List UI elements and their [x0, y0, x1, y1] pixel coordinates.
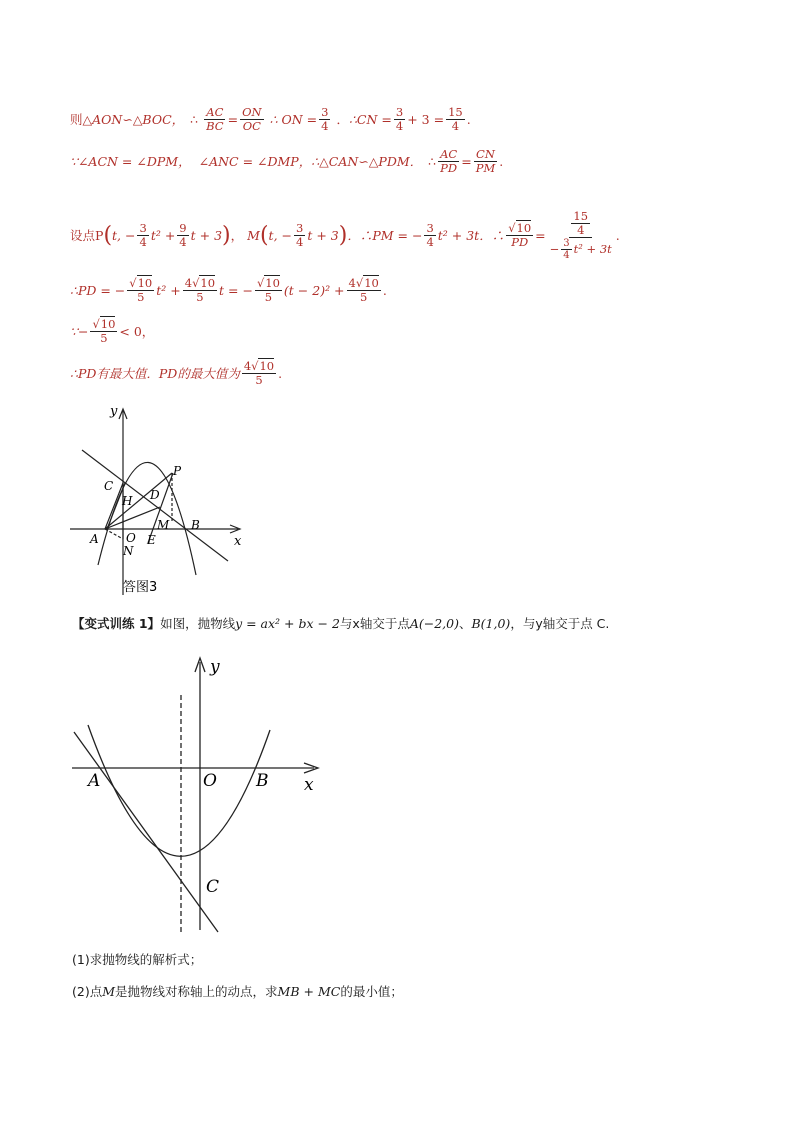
comma: ， [230, 227, 244, 243]
fraction-sqrt10-5-b: $\frac{√10}{5}$ [256, 276, 280, 304]
plus-three: + 3 = [407, 111, 445, 127]
den-rest: t² + 3t [573, 242, 612, 256]
parabola-curve [88, 725, 270, 856]
label-o: O [126, 531, 136, 545]
on-equals: ∴ ON = [269, 111, 318, 127]
because-minus: ∵− [70, 323, 89, 339]
pm-rest: t² + 3t．∴ [437, 227, 505, 243]
segment-ad [105, 507, 160, 529]
variant-heading: 【变式训练 1】 [72, 616, 161, 631]
figure-variant-parabola [66, 650, 336, 935]
frac-den: 5 [360, 290, 368, 304]
period: . [382, 282, 387, 298]
variant-tail: ，与y轴交于点 C. [510, 616, 610, 631]
frac-num: 3 [563, 238, 570, 249]
frac-num: ON [242, 105, 262, 119]
m-coord-a: t, − [268, 227, 292, 243]
frac-den: 5 [255, 373, 263, 387]
frac-den: 5 [137, 290, 145, 304]
frac-den: PD [440, 161, 458, 175]
m-t-plus-3: t + 3 [307, 227, 339, 243]
label-h: H [122, 494, 133, 508]
frac-den: 4 [179, 235, 187, 249]
label-m: M [157, 518, 170, 532]
separator: 、 [458, 616, 472, 631]
point-p: P [95, 227, 104, 243]
fraction-3-4-b [394, 106, 405, 133]
angle-acn-dpm: ∵∠ACN = ∠DPM， [70, 153, 191, 169]
figure-caption: 答图3 [123, 580, 158, 595]
frac-den: BC [206, 119, 224, 133]
fraction-sqrt10-5: $\frac{√10}{5}$ [129, 276, 153, 304]
variant-mid: 与x轴交于点 [339, 616, 410, 631]
t-plus-3: t + 3 [190, 227, 223, 243]
label-a: A [90, 532, 99, 546]
frac-den: 4 [395, 119, 404, 133]
p-coord-a: t, − [112, 227, 136, 243]
coef: 4 [184, 276, 193, 290]
t-squared: t² + [156, 282, 181, 298]
sqrt-body: 10 [137, 276, 153, 290]
frac-den: PD [511, 235, 529, 249]
less-than-zero: < 0， [119, 323, 155, 339]
frac-num: CN [476, 147, 495, 161]
fraction-9-4 [177, 222, 188, 249]
line-similarity-aon-boc: 则 △AON∽△BOC， ∴ $\frac{AC}{BC}$ = $\frac{ON}{OC}$ ∴ ON = $\frac{3}{4}$ ． ∴CN = $\frac{3}{4}$ + 3 = $\frac{15}{4}$ . [70, 105, 471, 133]
fraction-ac-pd [438, 148, 459, 175]
fraction-4sqrt10-5-b: $\frac{4√10}{5}$ [348, 276, 379, 304]
paren-term: (t − 2)² + [283, 282, 345, 298]
frac-den: 5 [196, 290, 204, 304]
label-a: A [88, 771, 101, 791]
frac-den: 4 [563, 250, 570, 261]
question-2-expression: MB + MC [277, 984, 341, 999]
fraction-3-4 [137, 222, 148, 249]
fraction-cn-pm [474, 148, 498, 175]
equals: = [535, 227, 546, 243]
therefore-symbol: ∴ [190, 111, 199, 127]
figure-answer-3 [60, 395, 260, 605]
sqrt-body: 10 [265, 276, 280, 290]
variant-intro: 如图，抛物线 [160, 616, 236, 631]
frac-den: 4 [426, 235, 434, 249]
t-equals: t = − [219, 282, 253, 298]
label-o: O [203, 771, 217, 791]
similar-can-pdm: ∴△CAN∽△PDM． [311, 153, 423, 169]
sqrt-body: 10 [100, 317, 116, 331]
label-y: y [110, 404, 118, 419]
fraction-3-4-pm [424, 222, 435, 249]
label-p: P [173, 464, 182, 478]
fraction-4sqrt10-5: $\frac{4√10}{5}$ [184, 276, 216, 304]
frac-num: AC [206, 105, 224, 119]
frac-num: 3 [296, 221, 304, 235]
sqrt-body: 10 [364, 276, 379, 290]
frac-den: 4 [139, 235, 147, 249]
fraction-4sqrt10-5: $\frac{4√10}{5}$ [243, 359, 275, 387]
label-b: B [256, 771, 269, 791]
period: . [499, 153, 504, 169]
frac-num: 3 [426, 221, 434, 235]
line-similarity-can-pdm [70, 148, 503, 175]
point-m: M [247, 227, 260, 243]
frac-num: 3 [395, 105, 404, 119]
fraction-on-oc [240, 106, 264, 133]
pm-equals: ．∴PM = − [347, 227, 423, 243]
equals: = [227, 111, 239, 127]
text-similar-triangles: △AON∽△BOC， [82, 111, 185, 127]
variant-equation: y = ax² + bx − 2 [235, 616, 340, 631]
line-max-value [70, 360, 282, 387]
frac-num: 3 [321, 105, 329, 119]
inner-num: 15 [573, 209, 589, 223]
max-value-text: ∴PD有最大值．PD的最大值为 [70, 365, 240, 381]
fraction-sqrt10-pd: $\frac{√10}{PD}$ [508, 221, 532, 249]
frac-num: 9 [179, 221, 187, 235]
fraction-3-4 [319, 106, 330, 133]
question-1 [72, 951, 202, 969]
question-2-suffix: 的最小值； [340, 984, 403, 999]
coef: 4 [348, 276, 356, 290]
label-n: N [123, 544, 134, 558]
label-d: D [150, 488, 160, 502]
line-pd-expression [70, 277, 387, 304]
label-c: C [104, 479, 114, 493]
den-minus: − [549, 242, 560, 256]
frac-den: 5 [264, 290, 273, 304]
line-ac [74, 732, 218, 932]
fraction-ac-bc [204, 106, 225, 133]
period: . [615, 227, 620, 243]
inner-den: 4 [577, 223, 585, 237]
compound-fraction [548, 210, 614, 261]
frac-den: 4 [451, 119, 460, 133]
frac-den: 4 [321, 119, 329, 133]
variant-training-line [72, 615, 609, 633]
question-2-prefix: (2)点 [72, 984, 103, 999]
point-m: M [102, 984, 116, 999]
text-set-point: 设点 [70, 227, 96, 243]
frac-num: 15 [448, 105, 463, 119]
line-set-point-p: 设点 P ( t, − $\frac{3}{4}$ t² + $\frac{9}{4}$ t + 3 ) ， M ( t, − $\frac{3}{4}$ t + 3 ) ．∴PM = − $\frac{3}{4}$ t² + 3t．∴ $\frac{√10}{PD}$ = $\frac{15}{4}$ − $\frac{3}{4}$ t² + 3t . [70, 209, 620, 261]
frac-den: PM [475, 161, 496, 175]
label-y: y [210, 657, 220, 677]
frac-den: OC [242, 119, 261, 133]
frac-den: 5 [100, 331, 108, 345]
equals: = [461, 153, 472, 169]
fraction-15-4 [446, 106, 465, 133]
label-c: C [206, 877, 220, 897]
fraction-3-4-m [294, 222, 305, 249]
sqrt-body: 10 [516, 221, 532, 235]
point-b-coord: B(1,0) [471, 616, 511, 631]
label-x: x [304, 775, 314, 795]
question-2-mid: 是抛物线对称轴上的动点，求 [115, 984, 278, 999]
line-negative-coef [70, 318, 154, 345]
label-e: E [147, 533, 156, 547]
text-ze: 则 [70, 111, 83, 127]
label-b: B [191, 518, 200, 532]
period: . [466, 111, 471, 127]
question-1-text: (1)求抛物线的解析式； [72, 952, 203, 967]
label-x: x [234, 534, 242, 549]
frac-num: 3 [139, 221, 147, 235]
coef: 4 [243, 359, 252, 373]
question-2 [72, 983, 403, 1001]
sqrt-body: 10 [259, 359, 275, 373]
frac-den: 4 [296, 235, 304, 249]
pd-equals: ∴PD = − [70, 282, 126, 298]
therefore-symbol: ∴ [428, 153, 437, 169]
angle-anc-dmp: ∠ANC = ∠DMP， [198, 153, 312, 169]
sqrt-body: 10 [200, 276, 216, 290]
period: . [278, 365, 283, 381]
t-squared: t² + [150, 227, 176, 243]
frac-num: AC [440, 147, 458, 161]
point-a-coord: A(−2,0) [409, 616, 459, 631]
cn-equals: ∴CN = [348, 111, 392, 127]
fraction-sqrt10-5: $\frac{√10}{5}$ [92, 317, 116, 345]
